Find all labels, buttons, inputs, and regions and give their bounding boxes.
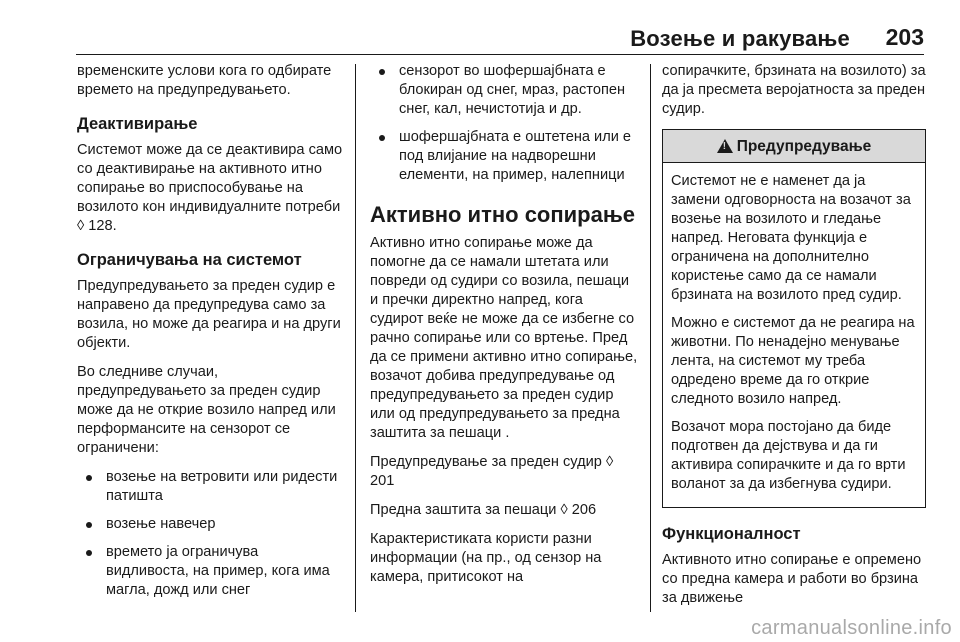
list-item: возење навечер xyxy=(77,515,343,534)
functionality-paragraph: Активното итно сопирање е опремено со предна камера и работи во брзина за движење xyxy=(662,552,922,606)
column-divider-2 xyxy=(650,64,651,612)
header-divider xyxy=(76,54,924,55)
page-header xyxy=(0,0,960,52)
limitations-paragraph-2: Во следниве случаи, предупредувањето за преден судир може да не открие возило напред или перформансите на сензорот се ограничени: xyxy=(77,364,336,456)
column-3 xyxy=(662,62,926,618)
limitations-heading: Ограничувања на системот xyxy=(77,251,302,269)
active-braking-heading: Активно итно сопирање xyxy=(370,202,636,227)
list-item: времето ја ограничува видливоста, на пример, кога има магла, дожд или снег xyxy=(77,543,343,600)
column-1 xyxy=(77,62,343,610)
limitations-list xyxy=(77,468,343,600)
cross-reference-collision: Предупредување за преден судир ◊ 201 xyxy=(370,454,614,489)
list-item: возење на ветровити или ридести патишта xyxy=(77,468,343,506)
warning-title: Предупредување xyxy=(736,138,872,155)
list-item: шофершајбната е оштетена или е под влијание на надворешни елементи, на пример, налепници xyxy=(370,128,638,185)
active-braking-paragraph-2: Карактеристиката користи разни информации (на пр., од сензор на камера, притисокот на xyxy=(370,531,602,585)
warning-body xyxy=(663,163,925,507)
warning-paragraph-1: Системот не е наменет да ја замени одговорноста на возачот за возење на возилото и гледање напред. Неговата функција е ограничена на дополнително користење само да се намали брзината на возилото пред судир. xyxy=(671,173,911,303)
cross-reference-pedestrian: Предна заштита за пешаци ◊ 206 xyxy=(370,502,597,518)
page-number: 203 xyxy=(885,24,924,50)
active-braking-paragraph-1: Активно итно сопирање може да помогне да се намали штетата или повреди од судири со возила, пешаци и пречки директно напред, кога судирот веќе не може да се избегне со рачно сопирање или со вртење. Пред да се примени активно итно сопирање, возачот добива предупредување од предупредувањето за преден судир или од предупредувањето за предна заштита за пешаци . xyxy=(370,235,638,441)
watermark: carmanualsonline.info xyxy=(751,617,952,639)
column-divider-1 xyxy=(355,64,356,612)
deactivation-heading: Деактивирање xyxy=(77,115,198,133)
warning-paragraph-2: Можно е системот да не реагира на животни. По ненадејно менување лента, на системот му треба одредено време да го открие следното возило напред. xyxy=(671,315,915,407)
warning-paragraph-3: Возачот мора постојано да биде подготвен да дејствува и да ги активира сопирачките и да го врти воланот за да избегнува судири. xyxy=(671,419,906,492)
sensor-conditions-list xyxy=(370,62,638,185)
warning-box xyxy=(662,129,926,508)
warning-triangle-icon: ! xyxy=(717,139,733,153)
list-item: сензорот во шофершајбната е блокиран од снег, мраз, растопен снег, кал, нечистотија и др. xyxy=(370,62,638,119)
limitations-paragraph-1: Предупредувањето за преден судир е направено да предупредува само за возила, но може да реагира и на други објекти. xyxy=(77,278,341,351)
functionality-heading: Функционалност xyxy=(662,525,801,543)
intro-paragraph: временските услови кога го одбирате времето на предупредувањето. xyxy=(77,63,332,98)
section-title: Возење и ракување xyxy=(630,26,850,51)
column-2 xyxy=(370,62,638,597)
deactivation-paragraph: Системот може да се деактивира само со деактивирање на активното итно сопирање во приспособување на возилото кон индивидуалните потреби ◊ 128. xyxy=(77,142,343,234)
intro-paragraph: сопирачките, брзината на возилото) за да ја пресмета веројатноста за преден судир. xyxy=(662,63,926,117)
warning-header xyxy=(663,130,925,163)
